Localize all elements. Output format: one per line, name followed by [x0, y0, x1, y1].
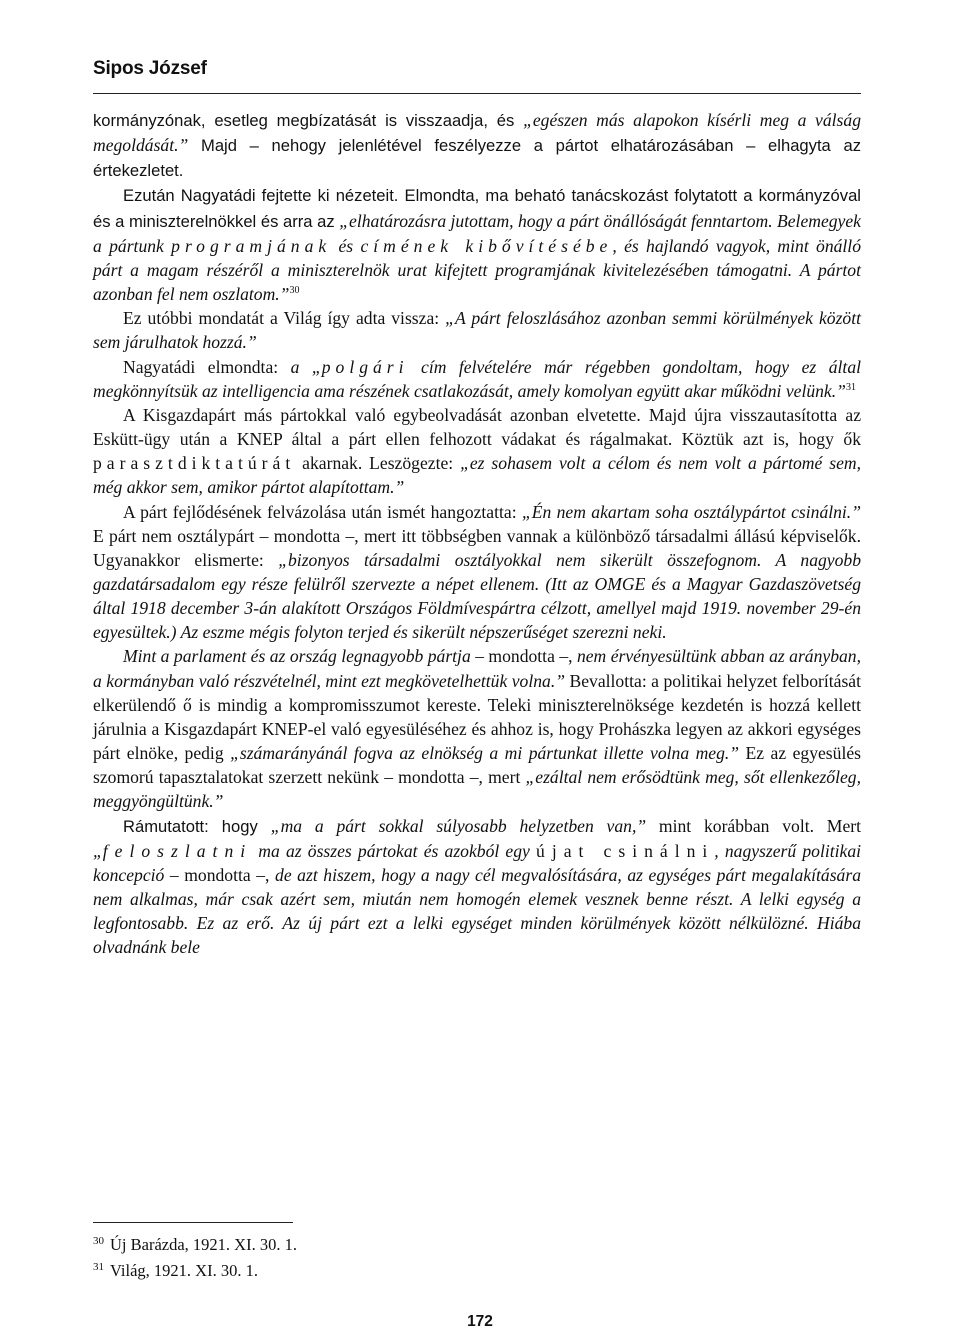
text-run: Nagyatádi elmondta: [123, 356, 291, 377]
paragraph-2 [93, 183, 861, 306]
footnotes [93, 1232, 693, 1284]
text-run: – mondotta –, [470, 646, 577, 667]
quote-run: „bizonyos társadalmi osztályokkal nem sikerült összefognom. A nagyobb gazdatársadalom egy része felülről szervezte a népet ellenem. (Itt az OMGE és a Magyar Gazdaszövetség által 1918 december 3-án alakított Országos Földmívespártra célzott, amellyel majd 1919. november 29-én egyesültek.) Az eszme mégis folyton terjed és sikerült népszerűséget szerezni neki. [93, 549, 861, 643]
footnote-number: 30 [93, 1235, 104, 1247]
footnote-number: 31 [93, 1261, 104, 1273]
footnote-ref-31: 31 [845, 381, 856, 393]
footnote-text: Világ, 1921. XI. 30. 1. [110, 1261, 258, 1280]
text-run: A Kisgazdapárt más pártokkal való egybeolvadását azonban elvetette. Majd újra visszautasította az Eskütt-ügy után a KNEP által a párt ellen felhozott vádakat és rágalmakat. Köztük azt is, hogy ők [93, 404, 861, 450]
paragraph-1 [93, 108, 861, 183]
quote-run: „ [93, 840, 103, 861]
footnote-31 [93, 1258, 693, 1284]
quote-run: de azt hiszem, hogy a nagy cél megvalósítására, az egységes párt megalakítására nem alkalmas, már csak azért sem, miután nem homogén elemek vesznek benne részt. A lelki egység a legfontosabb. Ez az erő. Az új párt ezt a lelki egységet minden körülmények között nélkülözné. Hiába olvadnánk bele [93, 864, 861, 958]
spaced-emphasis: parasztdiktatúrát [93, 453, 296, 474]
quote-run: cím felvételére már régebben gondoltam, hogy ez által megkönnyítsük az intelligencia ama részének csatlakozását, amely komolyan együtt akar működni velünk.” [93, 356, 861, 401]
quote-run: „elhatározásra jutottam, hogy a párt önállóságát fenntartom. Belemegyek a pártunk [93, 210, 861, 256]
quote-run: Mint a parlament és az ország legnagyobb pártja [123, 646, 471, 667]
quote-run: „ezáltal nem erősödtünk meg, sőt ellenkezőleg, meggyöngültünk.” [93, 767, 861, 812]
quote-run: , nagyszerű politikai koncepció [93, 840, 862, 885]
text-run: akarnak. Leszögezte: [295, 453, 461, 474]
quote-run: nem érvényesültünk abban az arányban, a kormányban való részvételnél, mint ezt megkövetelhettük volna.” [93, 646, 861, 691]
paragraph-5 [93, 403, 861, 500]
body-text [93, 108, 861, 959]
header-rule [93, 93, 861, 94]
text-run: – mondotta –, [164, 864, 276, 885]
quote-run: ma az összes pártokat és azokból egy [252, 840, 537, 861]
paragraph-8 [93, 814, 861, 960]
text-run: Ezután Nagyatádi fejtette ki nézeteit. Elmondta, ma beható tanácskozást folytatott a kormányzóval és a miniszterelnökkel és arra az [93, 186, 861, 231]
quote-run: a „ [290, 356, 322, 377]
text-run: Bevallotta: a politikai helyzet felborítását elkerülendő ő is mindig a kompromisszumot kereste. Teleki miniszterelnöksége kezdetén is hozzá kellett járulnia a Kisgazdapárt KNEP-el való egyesüléséhez és ahhoz is, hogy Prohászka legyen az akkori egységes párt elnöke, pedig [93, 670, 861, 764]
text-run: A párt fejlődésének felvázolása után ismét hangoztatta: [123, 501, 522, 522]
paragraph-7 [93, 644, 861, 813]
quote-run: „egészen más alapokon kísérli meg a válság megoldását.” [93, 110, 861, 156]
text-run: E párt nem osztálypárt – mondotta –, mert itt többségben vannak a különböző társadalmi állású képviselők. Ugyanakkor elismerte: [93, 525, 861, 570]
text-run: Majd – nehogy jelenlétével feszélyezze a pártot elhatározásában – elhagyta az értekezletet. [93, 136, 861, 181]
page-number: 172 [467, 1313, 493, 1330]
quote-run: „Én nem akartam soha osztálypártot csinálni.” [521, 501, 861, 522]
text-run: mint korábban volt. Mert [646, 815, 861, 836]
footnote-ref-30: 30 [289, 285, 300, 297]
quote-run: „ma a párt sokkal súlyosabb helyzetben van,” [270, 815, 647, 836]
footnote-rule [93, 1222, 293, 1223]
footnote-text: Új Barázda, 1921. XI. 30. 1. [110, 1235, 297, 1254]
text-run: Ez az egyesülés szomorú tapasztalatokat szerzett nekünk – mondotta –, mert [93, 743, 861, 788]
paragraph-6 [93, 500, 861, 645]
text-run: kormányzónak, esetleg megbízatását is visszaadja, és [93, 111, 524, 130]
text-run: Ez utóbbi mondatát a Világ így adta vissza: [123, 308, 446, 329]
spaced-emphasis: programjának [171, 235, 332, 256]
quote-run: „számarányánál fogva az elnökség a mi pártunkat illette volna meg.” [230, 743, 740, 764]
paragraph-4 [93, 355, 861, 403]
spaced-emphasis: feloszlatni [102, 840, 253, 861]
quote-run: , és hajlandó vagyok, mint önálló párt a magam részéről a miniszterelnök urat kifejtett programjának kivitelezésében támogatni. A pártot azonban fel nem oszlatom.” [93, 235, 861, 305]
spaced-emphasis: újat csinálni [536, 840, 715, 861]
paragraph-3 [93, 306, 861, 354]
running-header-author: Sipos József [93, 58, 207, 79]
text-run: Rámutatott: hogy [123, 816, 271, 836]
footnote-30 [93, 1232, 693, 1258]
spaced-emphasis: polgári [321, 356, 409, 377]
quote-run: „ez sohasem volt a célom és nem volt a pártomé sem, még akkor sem, amikor pártot alapítottam.” [93, 453, 861, 498]
spaced-emphasis: címének kibővítésébe [360, 235, 613, 256]
quote-run: „A párt feloszlásához azonban semmi körülmények között sem járulhatok hozzá.” [93, 308, 862, 353]
quote-run: és [331, 235, 361, 256]
